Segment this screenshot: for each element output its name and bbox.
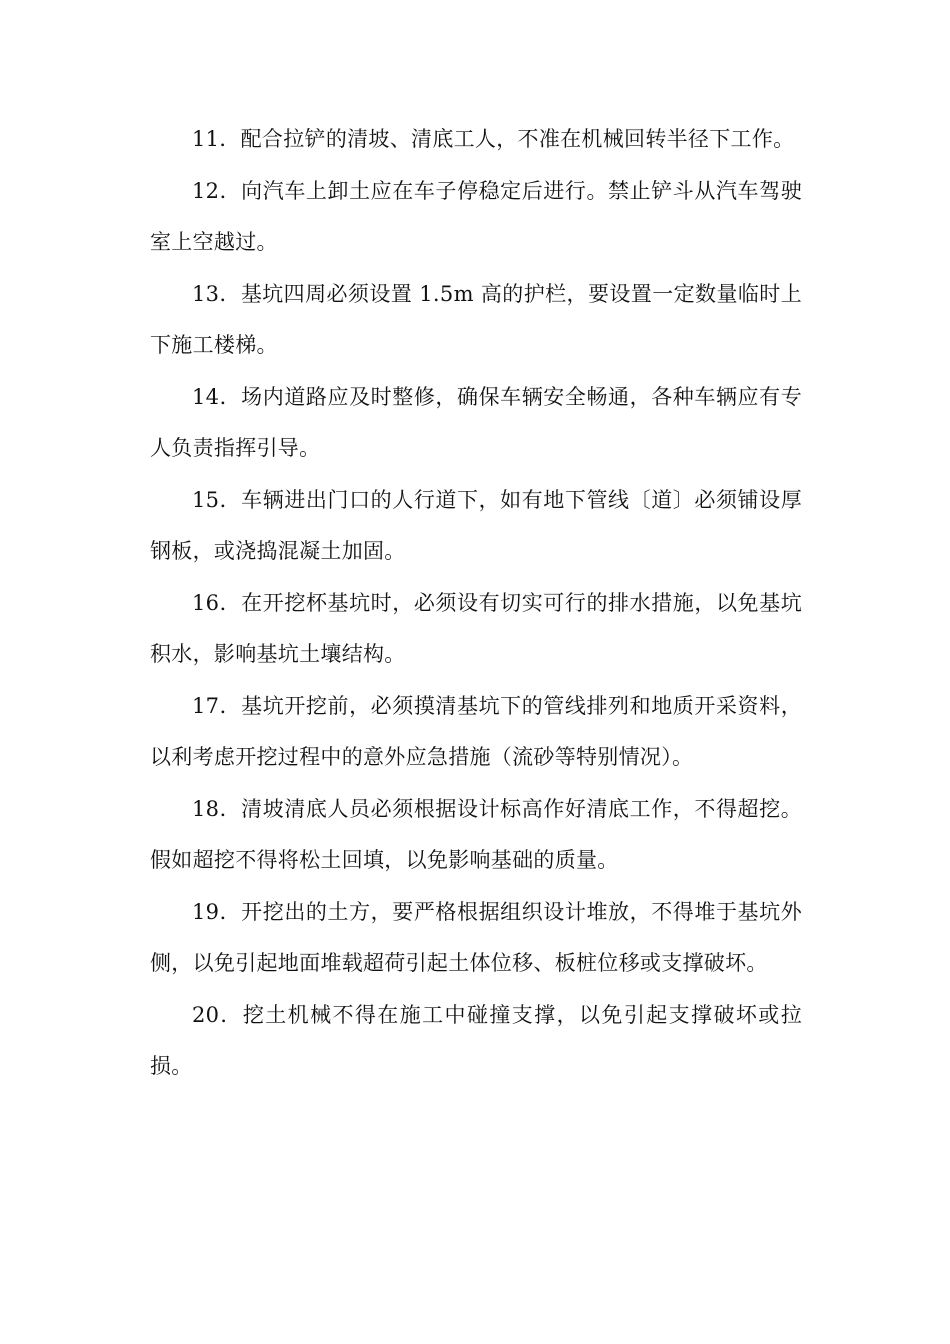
paragraph-19: 19．开挖出的土方，要严格根据组织设计堆放，不得堆于基坑外侧，以免引起地面堆载超荷引起土体位移、板桩位移或支撑破坏。 [150, 899, 802, 975]
paragraph-14: 14．场内道路应及时整修，确保车辆安全畅通，各种车辆应有专人负责指挥引导。 [150, 384, 802, 460]
paragraph-20: 20．挖土机械不得在施工中碰撞支撑，以免引起支撑破坏或拉损。 [150, 1002, 802, 1078]
paragraph-18: 18．清坡清底人员必须根据设计标高作好清底工作，不得超挖。假如超挖不得将松土回填，以免影响基础的质量。 [150, 796, 802, 872]
paragraph-17: 17．基坑开挖前，必须摸清基坑下的管线排列和地质开采资料，以利考虑开挖过程中的意外应急措施（流砂等特别情况）。 [150, 693, 802, 769]
paragraph-16: 16．在开挖杯基坑时，必须设有切实可行的排水措施，以免基坑积水，影响基坑土壤结构。 [150, 590, 802, 666]
paragraph-12: 12．向汽车上卸土应在车子停稳定后进行。禁止铲斗从汽车驾驶室上空越过。 [150, 178, 802, 254]
paragraph-15: 15．车辆进出门口的人行道下，如有地下管线〔道〕必须铺设厚钢板，或浇捣混凝土加固。 [150, 487, 802, 563]
paragraph-11: 11．配合拉铲的清坡、清底工人，不准在机械回转半径下工作。 [192, 127, 795, 151]
document-body [150, 114, 802, 1093]
paragraph-13: 13．基坑四周必须设置 1.5m 高的护栏，要设置一定数量临时上下施工楼梯。 [150, 281, 802, 357]
